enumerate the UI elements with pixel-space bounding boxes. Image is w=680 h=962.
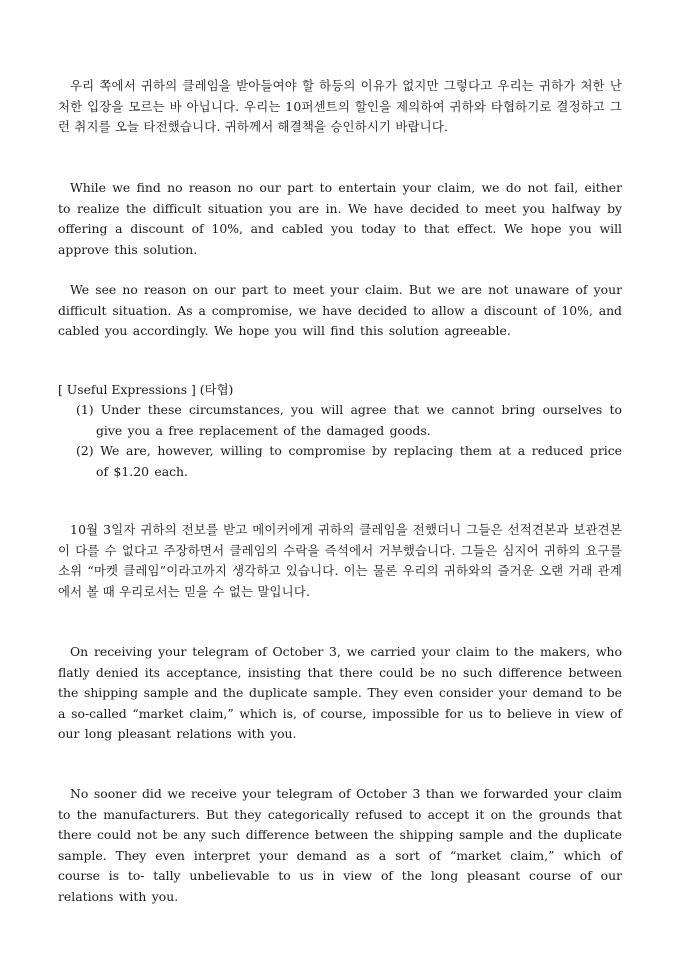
korean-paragraph-market-claim: 10월 3일자 귀하의 전보를 받고 메이커에게 귀하의 클레임을 전했더니 그들은 선적견본과 보관견본이 다를 수 없다고 주장하면서 클레임의 수락을 즉석에서 거부했습니다. 그들은 심지어 귀하의 요구를 소위 “마켓 클레임”이라고까지 생각하고 있습니다. 이는 물론 우리의 귀하와의 즐거운 오랜 거래 관계에서 볼 때 우리로서는 믿을 수 없는 말입니다.	[58, 522, 622, 599]
english-paragraph-compromise-version-2: We see no reason on our part to meet your claim. But we are not unaware of your difficult situation. As a compromise, we have decided to allow a discount of 10%, and cabled you accordingly. We hope you will find this solution agreeable.	[58, 282, 622, 338]
english-paragraph-market-claim-version-2: No sooner did we receive your telegram of October 3 than we forwarded your claim to the manufacturers. But they categorically refused to accept it on the grounds that there could not be any such difference between the shipping sample and the duplicate sample. They even interpret your demand as a sort of “market claim,” which of course is to- tally unbelievable to us in view of the long pleasant course of our relations with you.	[58, 786, 622, 904]
korean-paragraph-compromise: 우리 쪽에서 귀하의 클레임을 받아들여야 할 하등의 이유가 없지만 그렇다고 우리는 귀하가 처한 난처한 입장을 모르는 바 아닙니다. 우리는 10퍼센트의 할인을 제의하여 귀하와 타협하기로 결정하고 그런 취지를 오늘 타전했습니다. 귀하께서 해결책을 승인하시기 바랍니다.	[58, 78, 622, 134]
useful-expression-item-1: (1) Under these circumstances, you will agree that we cannot bring ourselves to give you a free replacement of the damaged goods.	[76, 402, 622, 438]
english-paragraph-market-claim-version-1: On receiving your telegram of October 3, we carried your claim to the makers, who flatly denied its acceptance, insisting that there could be no such difference between the shipping sample and the duplicate sample. They even consider your demand to be a so-called “market claim,” which is, of course, impossible for us to believe in view of our long pleasant relations with you.	[58, 644, 622, 741]
useful-expression-item-2: (2) We are, however, willing to compromise by replacing them at a reduced price of $1.20 each.	[76, 443, 622, 479]
useful-expressions-heading: [ Useful Expressions ] (타협)	[58, 382, 234, 397]
english-paragraph-compromise-version-1: While we find no reason no our part to entertain your claim, we do not fail, either to realize the difficult situation you are in. We have decided to meet you halfway by offering a discount of 10%, and cabled you today to that effect. We hope you will approve this solution.	[58, 180, 622, 257]
